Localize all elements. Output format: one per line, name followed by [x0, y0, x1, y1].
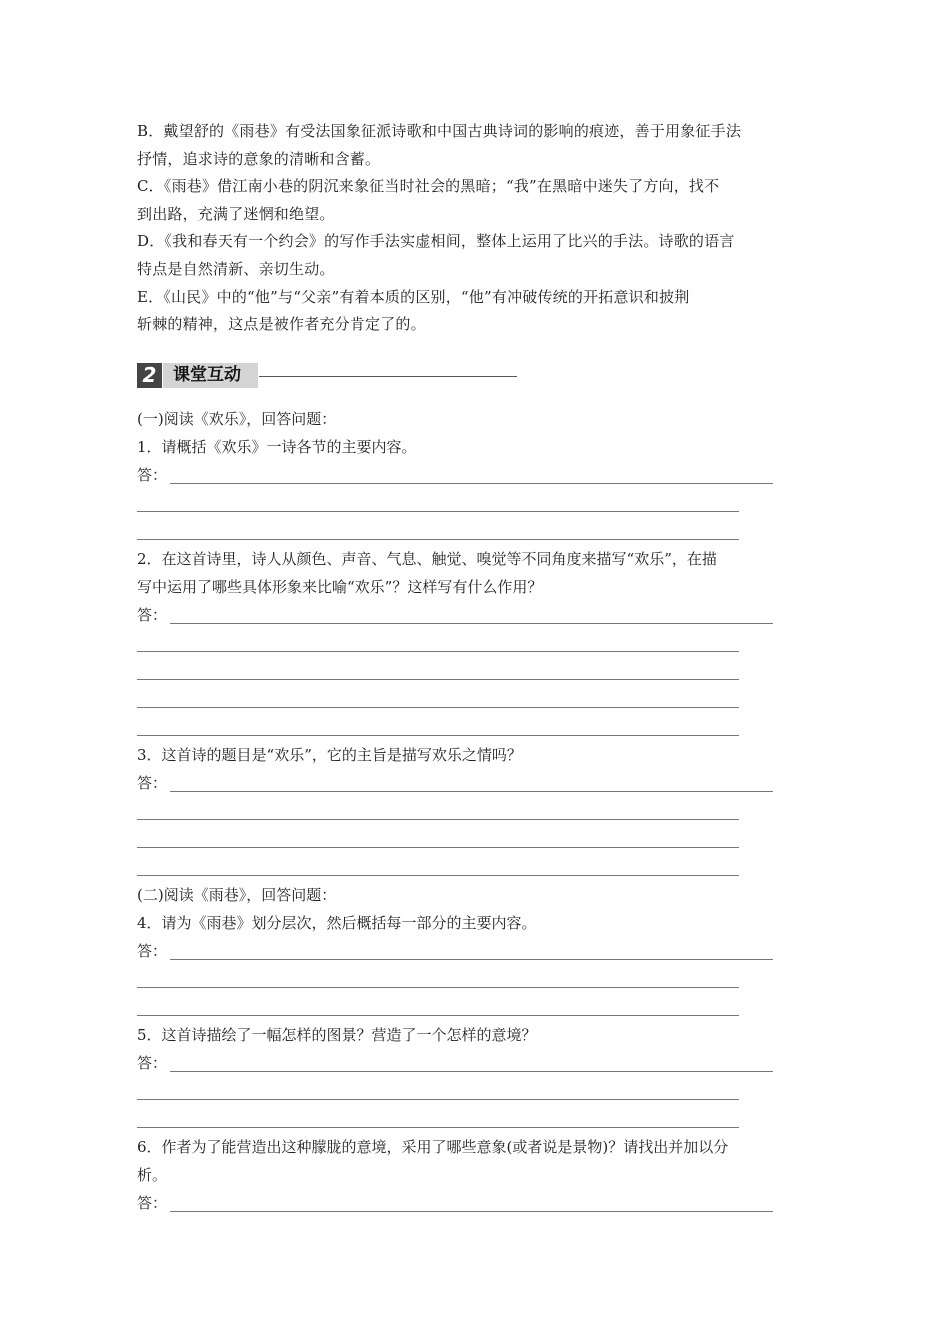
answer-row [137, 1105, 817, 1133]
answer-label: 答： [137, 465, 168, 484]
answer-line[interactable] [170, 959, 773, 960]
question-text: 1．请概括《欢乐》一诗各节的主要内容。 [137, 437, 417, 456]
answer-line[interactable] [137, 819, 739, 820]
answer-label: 答： [137, 941, 168, 960]
answer-row [137, 769, 817, 797]
section-number-badge: 2 [137, 363, 162, 388]
answer-line[interactable] [137, 847, 739, 848]
answer-row [137, 1077, 817, 1105]
answer-line[interactable] [170, 791, 773, 792]
question-text: 2．在这首诗里，诗人从颜色、声音、气息、触觉、嗅觉等不同角度来描写“欢乐”，在描 [137, 549, 717, 568]
question-3 [137, 741, 817, 881]
part1-heading: (一)阅读《欢乐》，回答问题： [137, 409, 337, 428]
question-4 [137, 909, 817, 1021]
answer-line[interactable] [137, 679, 739, 680]
answer-line[interactable] [137, 987, 739, 988]
option-line: D．《我和春天有一个约会》的写作手法实虚相间，整体上运用了比兴的手法。诗歌的语言 [137, 232, 735, 251]
section-title: 课堂互动 [173, 364, 241, 385]
option-e [137, 284, 817, 339]
worksheet-page [137, 118, 817, 1217]
section-divider [259, 376, 517, 377]
answer-line[interactable] [137, 875, 739, 876]
option-c [137, 173, 817, 228]
option-line: B．戴望舒的《雨巷》有受法国象征派诗歌和中国古典诗词的影响的痕迹，善于用象征手法 [137, 122, 742, 140]
option-d [137, 228, 817, 283]
answer-row [137, 853, 817, 881]
answer-line[interactable] [170, 1071, 773, 1072]
answer-row [137, 461, 817, 489]
answer-row [137, 517, 817, 545]
answer-line[interactable] [137, 1099, 739, 1100]
answer-row [137, 1049, 817, 1077]
answer-line[interactable] [170, 483, 773, 484]
question-text: 析。 [137, 1165, 168, 1184]
question-text: 5．这首诗描绘了一幅怎样的图景？营造了一个怎样的意境？ [137, 1025, 537, 1044]
question-text: 4．请为《雨巷》划分层次，然后概括每一部分的主要内容。 [137, 913, 537, 932]
option-line: 抒情，追求诗的意象的清晰和含蓄。 [137, 149, 381, 168]
option-line: E．《山民》中的“他”与“父亲”有着本质的区别，“他”有冲破传统的开拓意识和披荆 [137, 287, 690, 306]
option-line: 到出路，充满了迷惘和绝望。 [137, 204, 335, 223]
part2-heading: (二)阅读《雨巷》，回答问题： [137, 885, 337, 904]
answer-row [137, 685, 817, 713]
option-line: C．《雨巷》借江南小巷的阴沉来象征当时社会的黑暗；“我”在黑暗中迷失了方向，找不 [137, 177, 720, 196]
option-line: 特点是自然清新、亲切生动。 [137, 259, 335, 278]
answer-row [137, 489, 817, 517]
answer-row [137, 797, 817, 825]
question-1 [137, 433, 817, 545]
option-b [137, 118, 817, 173]
answer-row [137, 1189, 817, 1217]
answer-line[interactable] [170, 1211, 773, 1212]
options-list [137, 118, 817, 339]
answer-line[interactable] [137, 539, 739, 540]
answer-line[interactable] [170, 623, 773, 624]
answer-line[interactable] [137, 1127, 739, 1128]
answer-row [137, 629, 817, 657]
answer-line[interactable] [137, 1015, 739, 1016]
question-2 [137, 545, 817, 741]
question-5 [137, 1021, 817, 1133]
answer-row [137, 713, 817, 741]
answer-line[interactable] [137, 735, 739, 736]
answer-line[interactable] [137, 511, 739, 512]
answer-row [137, 657, 817, 685]
section-header [137, 361, 817, 391]
answer-label: 答： [137, 773, 168, 792]
answer-row [137, 993, 817, 1021]
question-text: 写中运用了哪些具体形象来比喻“欢乐”？这样写有什么作用？ [137, 577, 543, 596]
answer-line[interactable] [137, 651, 739, 652]
answer-row [137, 601, 817, 629]
answer-row [137, 965, 817, 993]
answer-label: 答： [137, 1053, 168, 1072]
question-text: 6．作者为了能营造出这种朦胧的意境，采用了哪些意象(或者说是景物)？请找出并加以分 [137, 1137, 729, 1156]
answer-row [137, 937, 817, 965]
answer-label: 答： [137, 1193, 168, 1212]
option-line: 斩棘的精神，这点是被作者充分肯定了的。 [137, 315, 426, 334]
question-text: 3．这首诗的题目是“欢乐”，它的主旨是描写欢乐之情吗？ [137, 745, 522, 764]
answer-label: 答： [137, 605, 168, 624]
answer-line[interactable] [137, 707, 739, 708]
answer-row [137, 825, 817, 853]
question-6 [137, 1133, 817, 1217]
